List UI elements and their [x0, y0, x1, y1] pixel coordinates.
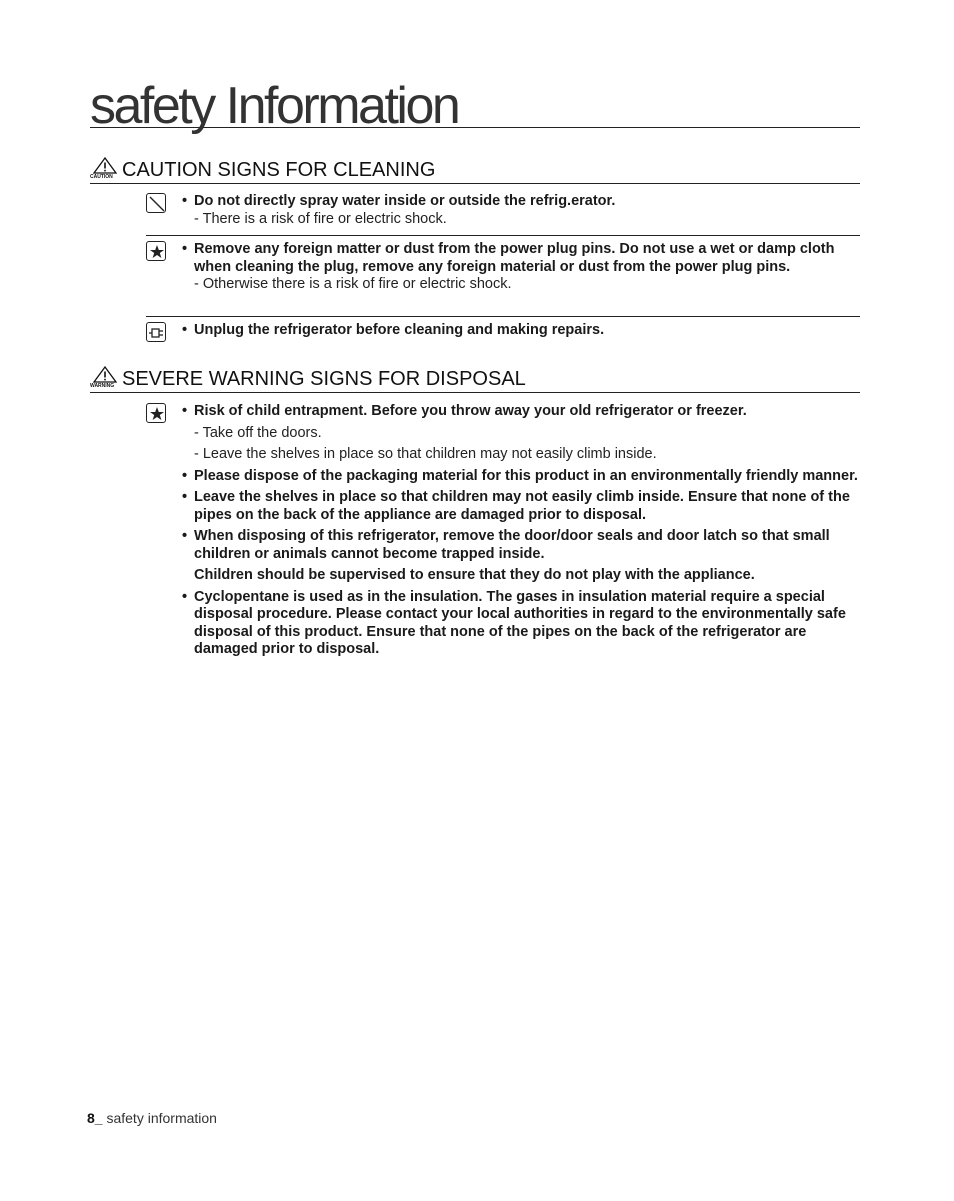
list-item-note: Children should be supervised to ensure that they do not play with the appliance.	[194, 567, 755, 583]
list-item: • Please dispose of the packaging material for this product in an environmentally friendly manner.	[182, 468, 862, 486]
list-item-detail: - Leave the shelves in place so that children may not easily climb inside.	[194, 446, 657, 462]
caution-sign-label: CAUTION	[90, 174, 113, 180]
list-item-detail: - Otherwise there is a risk of fire or electric shock.	[194, 276, 512, 292]
warning-block-disposal	[146, 403, 860, 683]
section-title-warning: SEVERE WARNING SIGNS FOR DISPOSAL	[122, 368, 526, 390]
warning-triangle-icon	[93, 157, 117, 174]
page-title: safety Information	[90, 80, 860, 128]
list-item: • Do not directly spray water inside or outside the refrig.erator.	[182, 193, 862, 211]
list-item: • Cyclopentane is used as in the insulation. The gases in insulation material require a special disposal procedure. Please contact your local authorities in regard to the environmentally safe disposal of this product. Ensure that none of the pipes on the back of the refrigerator are damaged prior to disposal.	[182, 589, 862, 659]
section-header-caution	[90, 157, 860, 184]
caution-block-unplug	[146, 322, 860, 346]
footer-label: safety information	[102, 1110, 217, 1126]
section-title-caution: CAUTION SIGNS FOR CLEANING	[122, 159, 436, 181]
warning-sign	[90, 366, 120, 392]
list-item: • Risk of child entrapment. Before you throw away your old refrigerator or freezer.	[182, 403, 862, 421]
list-item-detail: - Take off the doors.	[194, 424, 322, 441]
no-spray-icon	[146, 193, 166, 213]
list-item: • When disposing of this refrigerator, remove the door/door seals and door latch so that small children or animals cannot become trapped inside.	[182, 528, 862, 563]
mandatory-star-icon	[146, 241, 166, 261]
section-header-warning	[90, 366, 860, 393]
warning-triangle-icon	[93, 366, 117, 383]
list-item: • Leave the shelves in place so that children may not easily climb inside. Ensure that none of the pipes on the back of the appliance are damaged prior to disposal.	[182, 489, 862, 524]
list-item: • Unplug the refrigerator before cleaning and making repairs.	[182, 322, 862, 340]
caution-sign	[90, 157, 120, 183]
list-item-detail: - There is a risk of fire or electric shock.	[194, 210, 447, 227]
page-number: 8_	[87, 1110, 103, 1126]
warning-sign-label: WARNING	[90, 383, 115, 389]
caution-block-spray	[146, 193, 860, 236]
mandatory-star-icon	[146, 403, 166, 423]
page-footer	[87, 1110, 217, 1126]
list-item: • Remove any foreign matter or dust from the power plug pins. Do not use a wet or damp cloth when cleaning the plug, remove any foreign material or dust from the power plug pins.	[182, 241, 862, 276]
caution-block-plug	[146, 241, 860, 317]
unplug-icon	[146, 322, 166, 342]
